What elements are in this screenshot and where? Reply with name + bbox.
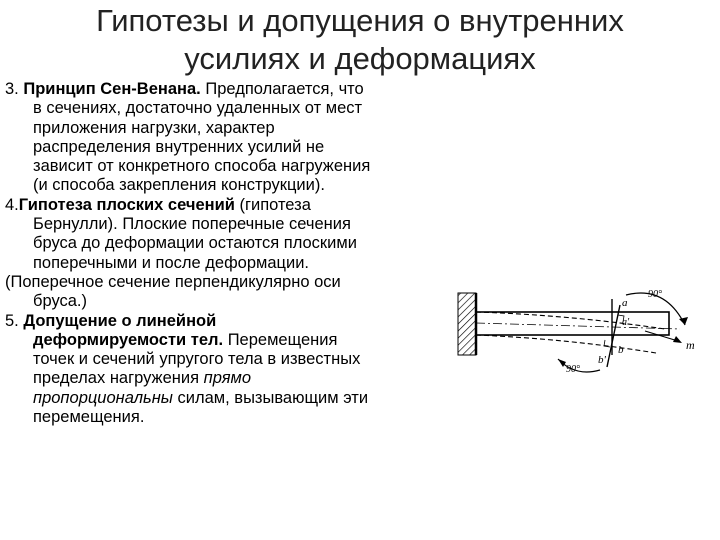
item-5-line [5, 369, 450, 388]
label-a: a [622, 297, 628, 309]
item-5-line4a: пределах нагружения [33, 369, 204, 388]
item-5-line [5, 389, 450, 408]
slide-title [0, 2, 720, 78]
item-3-number: 3. [5, 80, 24, 98]
item-3-line: распределения внутренних усилий не [33, 137, 325, 156]
item-3 [5, 80, 450, 196]
item-5-line: точек и сечений упругого тела в известных [33, 350, 361, 369]
note [5, 273, 450, 312]
item-4-number: 4. [5, 195, 19, 214]
title-line-2: усилиях и деформациях [184, 41, 536, 76]
item-3-line: в сечениях, достаточно удаленных от мест [33, 99, 363, 118]
label-a1: a' [622, 317, 630, 328]
title-line-1: Гипотезы и допущения о внутренних [96, 3, 624, 38]
item-5-line4b: прямо [203, 369, 251, 388]
note-first: (Поперечное сечение перпендикулярно оси [5, 272, 341, 291]
label-b: b [618, 344, 624, 356]
item-4-first: (гипотеза [234, 195, 311, 214]
item-3-first: Предполагается, что [200, 80, 364, 98]
beam-deformed [476, 312, 665, 353]
item-5-heading-1: Допущение о линейной [23, 311, 217, 330]
m-arrowhead [673, 336, 682, 343]
label-90-top: 90° [648, 289, 662, 300]
item-4-line: бруса до деформации остаются плоскими [33, 234, 357, 253]
item-3-heading: Принцип Сен-Венана. [23, 80, 201, 98]
item-5-number: 5. [5, 311, 24, 330]
item-4-line: Бернулли). Плоские поперечные сечения [33, 215, 351, 234]
section-a1b1 [607, 305, 620, 367]
item-5-line [5, 331, 450, 350]
item-4 [5, 196, 450, 273]
item-5-heading-2: деформируемости тел. [33, 330, 224, 349]
item-3-line: зависит от конкретного способа нагружения [33, 157, 371, 176]
item-5-line: перемещения. [33, 408, 145, 427]
body-text [5, 80, 450, 427]
note-second: бруса.) [33, 292, 88, 311]
label-m: m [686, 338, 695, 352]
item-3-line: приложения нагрузки, характер [33, 118, 275, 137]
label-b1: b' [598, 354, 606, 366]
item-5 [5, 312, 450, 428]
beam-axis [476, 323, 680, 329]
label-90-bottom: 90° [566, 364, 580, 375]
item-5-line5a: пропорциональны [33, 388, 173, 407]
arc-bottom-arrowhead [558, 359, 566, 367]
item-5-line5b: силам, вызывающим эти [172, 388, 369, 407]
item-4-line: поперечными и после деформации. [33, 253, 310, 272]
arc-top-arrowhead [679, 317, 688, 325]
item-4-heading: Гипотеза плоских сечений [18, 195, 235, 214]
beam-deformation-figure [450, 275, 715, 385]
wall-support [458, 293, 476, 355]
item-3-line: (и способа закрепления конструкции). [33, 176, 325, 195]
m-arrow-line [645, 331, 678, 341]
beam-undeformed [476, 312, 669, 335]
item-5-rest: Перемещения [223, 330, 338, 349]
